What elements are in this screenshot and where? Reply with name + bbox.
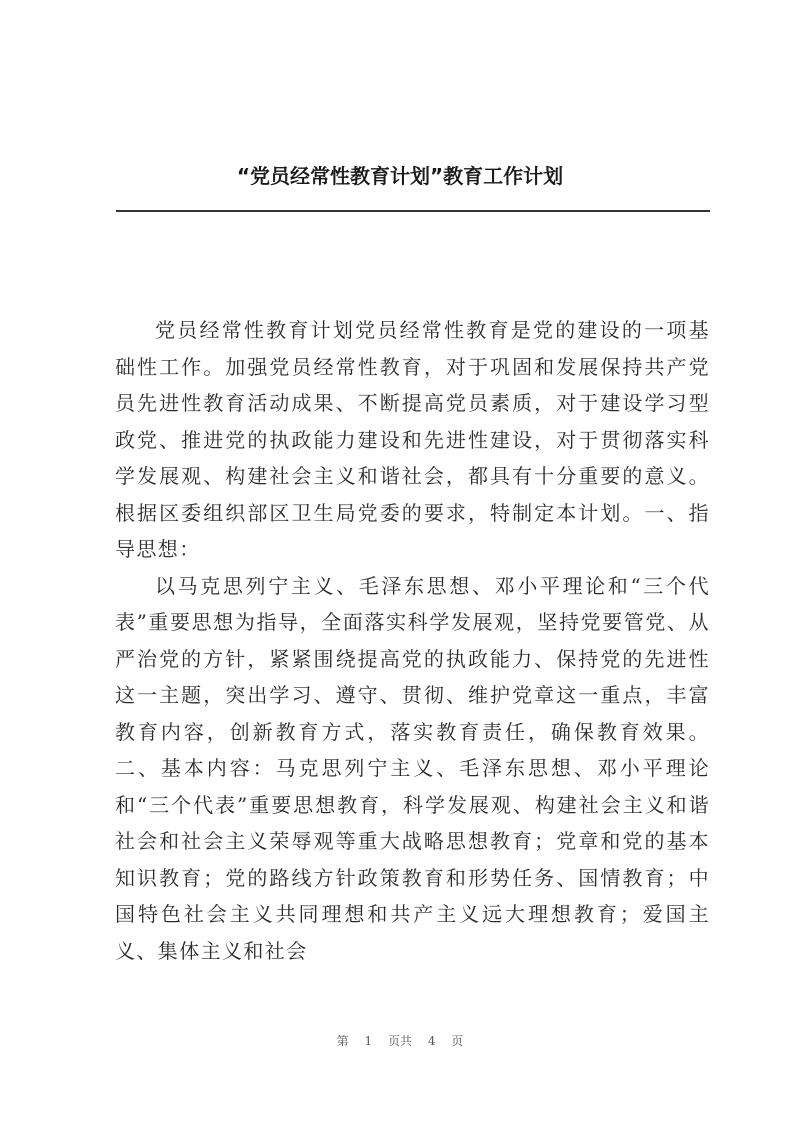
paragraph-1: 党员经常性教育计划党员经常性教育是党的建设的一项基础性工作。加强党员经常性教育，对于巩固和发展保持共产党员先进性教育活动成果、不断提高党员素质，对于建设学习型政党、推进党的执政能力建设和先进性建设，对于贯彻落实科学发展观、构建社会主义和谐社会，都具有十分重要的意义。根据区委组织部区卫生局党委的要求，特制定本计划。一、指导思想： bbox=[115, 318, 710, 561]
footer-prefix: 第 bbox=[336, 1034, 349, 1048]
footer-suffix: 页 bbox=[451, 1034, 464, 1048]
title-divider bbox=[116, 210, 710, 212]
footer-total-pages: 4 bbox=[427, 1034, 436, 1048]
document-title: “党员经常性教育计划”教育工作计划 bbox=[236, 164, 564, 188]
document-body bbox=[115, 312, 710, 969]
paragraph-2: 以马克思列宁主义、毛泽东思想、邓小平理论和“三个代表”重要思想为指导，全面落实科学发展观，坚持党要管党、从严治党的方针，紧紧围绕提高党的执政能力、保持党的先进性这一主题，突出学习、遵守、贯彻、维护党章这一重点，丰富教育内容，创新教育方式，落实教育责任，确保教育效果。二、基本内容：马克思列宁主义、毛泽东思想、邓小平理论和“三个代表”重要思想教育，科学发展观、构建社会主义和谐社会和社会主义荣辱观等重大战略思想教育；党章和党的基本知识教育；党的路线方针政策教育和形势任务、国情教育；中国特色社会主义共同理想和共产主义远大理想教育；爱国主义、集体主义和社会 bbox=[115, 573, 710, 963]
page-footer bbox=[0, 1033, 800, 1049]
footer-middle: 页共 bbox=[387, 1034, 412, 1048]
footer-current-page: 1 bbox=[364, 1034, 373, 1048]
